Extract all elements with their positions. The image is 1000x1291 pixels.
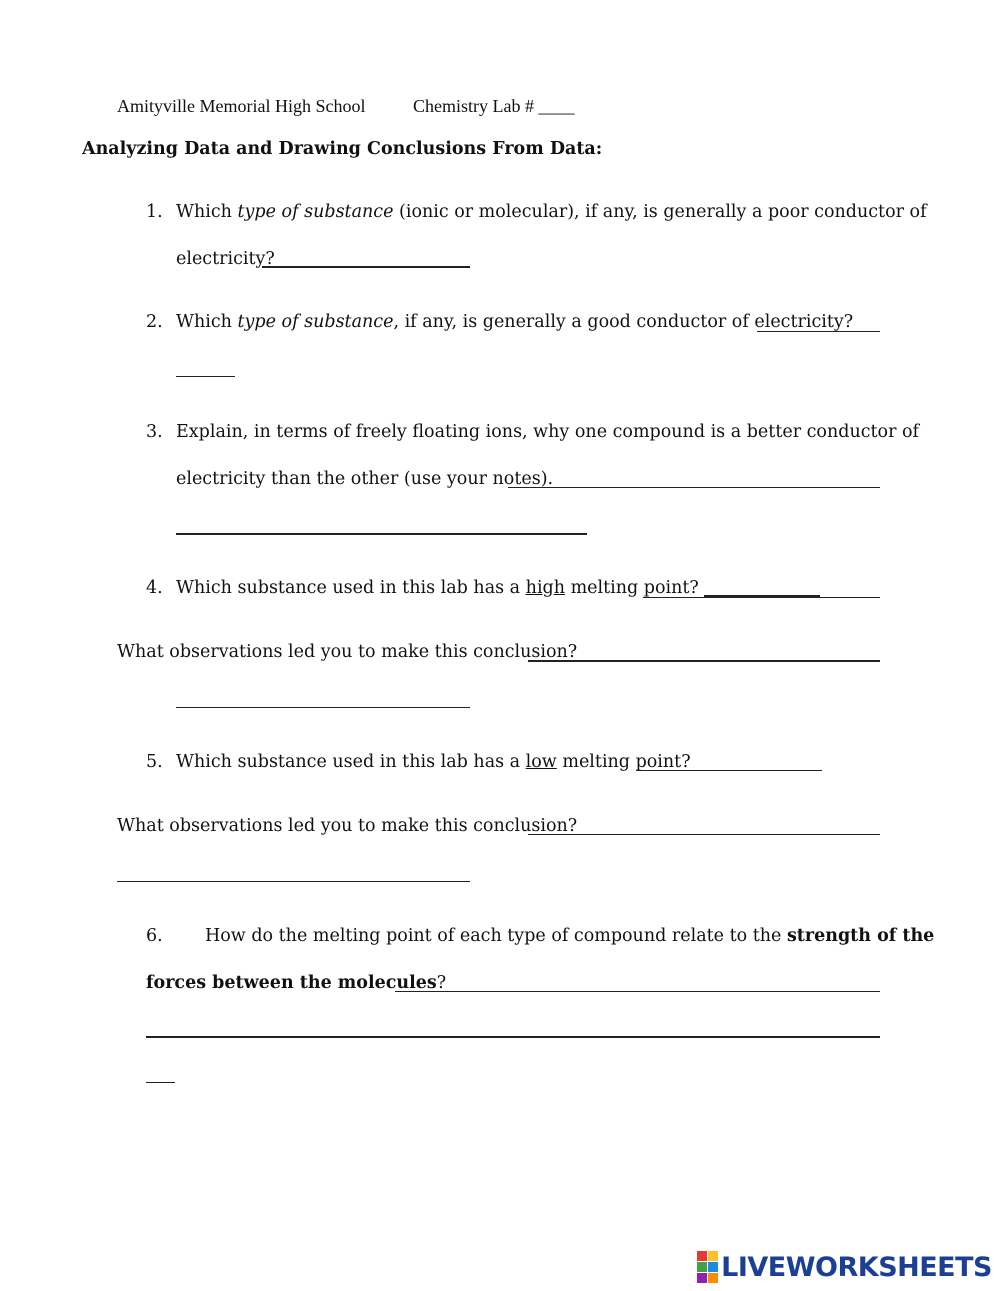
question-1-number: 1.: [146, 202, 163, 222]
logo-text: LIVEWORKSHEETS: [721, 1251, 992, 1283]
question-6-answer-line-3[interactable]: [146, 1082, 175, 1083]
question-6-answer-line-2[interactable]: [146, 1036, 880, 1038]
question-4-text: [176, 577, 699, 599]
question-6-answer-line[interactable]: [395, 991, 880, 992]
logo-blocks-icon: [697, 1251, 718, 1283]
question-4-followup: What observations led you to make this conclusion?: [117, 642, 578, 662]
question-5-text: [176, 751, 691, 773]
question-3-number: 3.: [146, 422, 163, 442]
question-2-answer-line[interactable]: [757, 331, 880, 332]
lab-number-blank[interactable]: ____: [538, 96, 575, 116]
question-2-text: [176, 311, 853, 333]
question-4-underlined: high: [525, 578, 566, 598]
question-5-number: 5.: [146, 752, 163, 772]
question-5-text-b: melting point?: [556, 752, 691, 772]
question-5-text-a: Which substance used in this lab has a: [176, 752, 526, 772]
question-3-text-b: electricity than the other (use your notes).: [176, 469, 554, 489]
question-6-bold-a: strength of the: [786, 926, 935, 946]
lab-label: Chemistry Lab #: [413, 96, 534, 116]
question-6-text-a: How do the melting point of each type of compound relate to the: [205, 926, 787, 946]
question-6-text: [205, 925, 934, 947]
question-1-text-a: Which: [176, 202, 238, 222]
question-5-followup: What observations led you to make this conclusion?: [117, 816, 578, 836]
question-5-followup-line-cont[interactable]: [117, 881, 470, 882]
question-1-italic: type of substance: [237, 202, 394, 222]
question-5-underlined: low: [525, 752, 557, 772]
question-1-text-c: electricity?: [176, 249, 275, 269]
question-3-answer-line[interactable]: [508, 487, 880, 488]
question-2-text-b: , if any, is generally a good conductor of electricity?: [393, 312, 854, 332]
question-4-text-a: Which substance used in this lab has a: [176, 578, 526, 598]
question-2-text-a: Which: [176, 312, 238, 332]
question-4-followup-line-cont[interactable]: [176, 707, 470, 708]
question-6-bold-b: forces between the molecules: [146, 973, 437, 993]
question-4-number: 4.: [146, 578, 163, 598]
question-6-text-b: ?: [436, 973, 447, 993]
school-name: Amityville Memorial High School: [117, 96, 366, 116]
question-3-answer-line-cont[interactable]: [176, 533, 587, 535]
worksheet-title: Analyzing Data and Drawing Conclusions From Data:: [82, 139, 603, 159]
question-5-followup-line[interactable]: [528, 834, 880, 835]
question-6-number: 6.: [146, 926, 163, 946]
question-3-text-a: Explain, in terms of freely floating ions, why one compound is a better conductor of: [176, 422, 920, 442]
question-1-text-b: (ionic or molecular), if any, is generally a poor conductor of: [393, 202, 927, 222]
question-2-italic: type of substance: [237, 312, 394, 332]
question-4-text-b: melting point?: [565, 578, 699, 598]
question-1-answer-line[interactable]: [262, 266, 470, 268]
lab-number-label: [413, 95, 574, 117]
question-5-answer-line[interactable]: [636, 770, 822, 771]
question-2-number: 2.: [146, 312, 163, 332]
question-4-answer-line-accent: [704, 595, 820, 597]
question-2-answer-line-cont[interactable]: [176, 376, 235, 377]
question-4-answer-line[interactable]: [643, 597, 880, 598]
question-4-followup-line[interactable]: [528, 660, 880, 662]
question-1-text: [176, 201, 927, 223]
liveworksheets-logo: [697, 1251, 992, 1283]
